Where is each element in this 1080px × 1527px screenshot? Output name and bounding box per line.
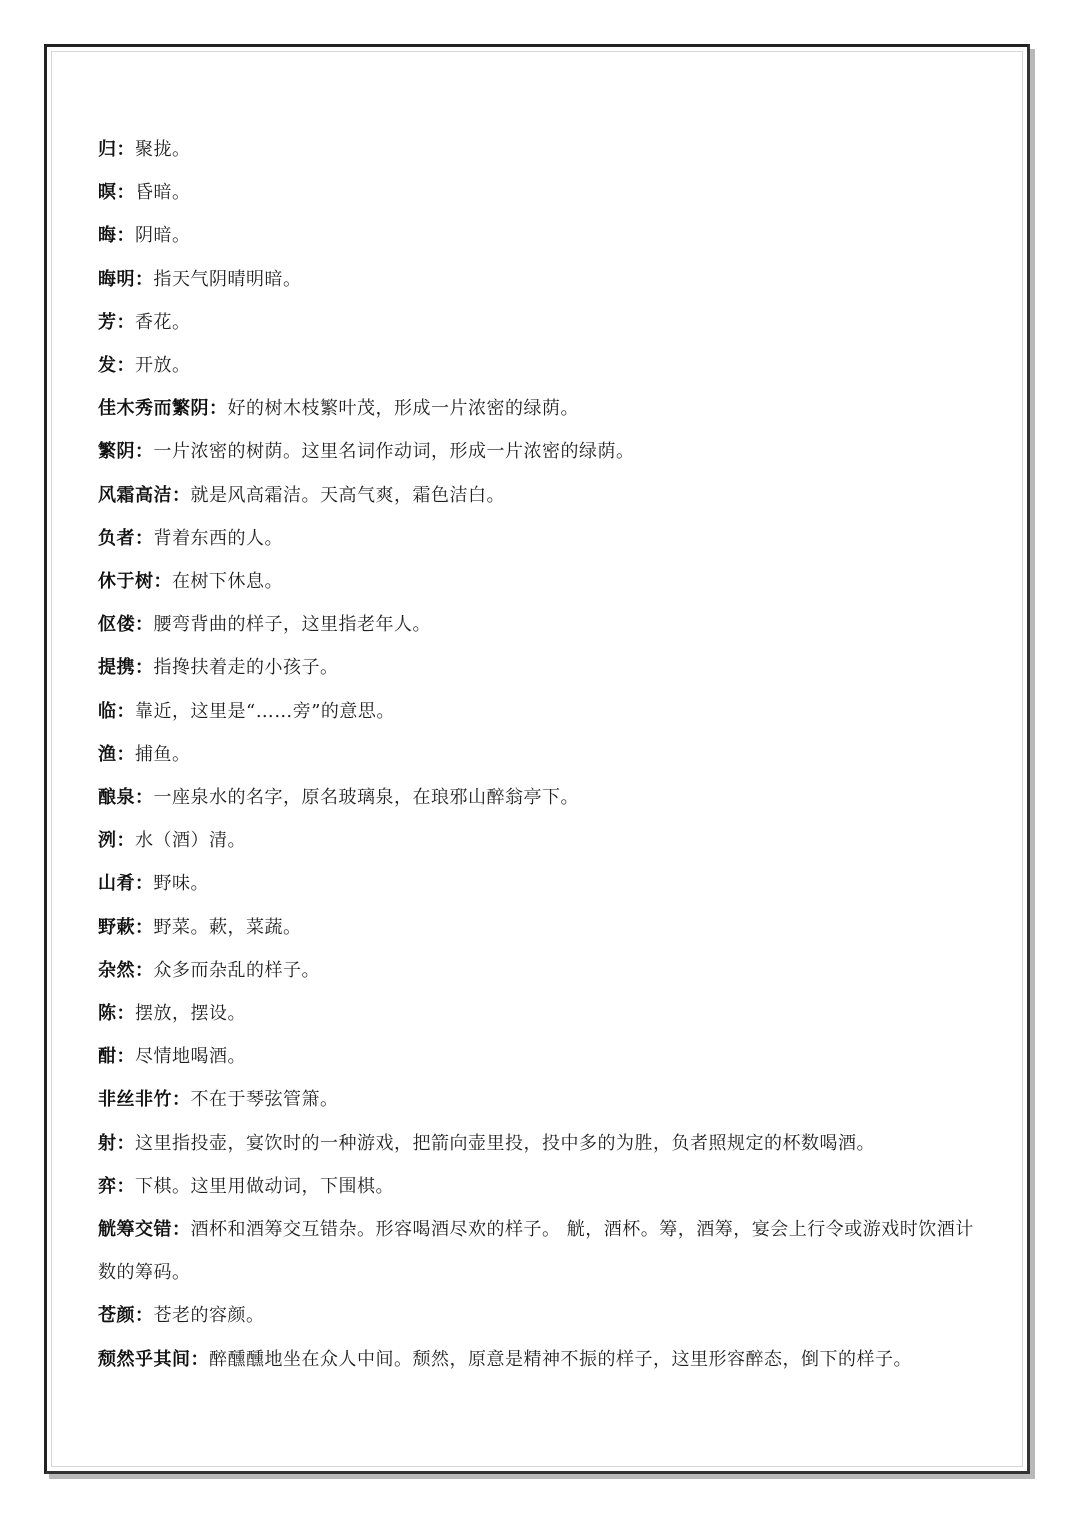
glossary-term: 酿泉： <box>98 787 154 809</box>
glossary-definition: 指天气阴晴明暗。 <box>153 268 302 290</box>
glossary-term: 繁阴： <box>98 441 154 463</box>
glossary-term: 风霜高洁： <box>98 484 191 506</box>
glossary-entry <box>98 862 988 905</box>
glossary-entry <box>98 344 988 387</box>
glossary-definition: 酒杯和酒筹交互错杂。形容喝酒尽欢的样子。 觥，酒杯。筹，酒筹，宴会上行令或游戏时饮酒计数的筹码。 <box>98 1219 974 1284</box>
glossary-term: 芳： <box>98 311 135 333</box>
glossary-entry <box>98 1165 988 1208</box>
glossary-term: 临： <box>98 700 135 722</box>
glossary-entry <box>98 906 988 949</box>
glossary-definition: 开放。 <box>135 355 191 377</box>
glossary-term: 暝： <box>98 182 135 204</box>
glossary-definition: 这里指投壶，宴饮时的一种游戏，把箭向壶里投，投中多的为胜，负者照规定的杯数喝酒。 <box>135 1132 875 1154</box>
glossary-definition: 野菜。蔌，菜蔬。 <box>153 916 302 938</box>
glossary-term: 陈： <box>98 1003 135 1025</box>
glossary-definition: 靠近，这里是“……旁”的意思。 <box>135 700 395 722</box>
glossary-term: 颓然乎其间： <box>98 1348 209 1370</box>
glossary-definition: 香花。 <box>135 311 191 333</box>
glossary-entry <box>98 474 988 517</box>
glossary-entry <box>98 258 988 301</box>
glossary-entry <box>98 690 988 733</box>
glossary-definition: 就是风高霜洁。天高气爽，霜色洁白。 <box>190 484 505 506</box>
glossary-definition: 摆放，摆设。 <box>135 1003 246 1025</box>
glossary-term: 射： <box>98 1132 135 1154</box>
glossary-term: 负者： <box>98 527 154 549</box>
glossary-definition: 尽情地喝酒。 <box>135 1046 246 1068</box>
glossary-definition: 一座泉水的名字，原名玻璃泉，在琅邪山醉翁亭下。 <box>153 787 579 809</box>
glossary-entry <box>98 1338 988 1381</box>
glossary-definition: 众多而杂乱的样子。 <box>153 959 320 981</box>
glossary-definition: 腰弯背曲的样子，这里指老年人。 <box>153 614 431 636</box>
glossary-definition: 背着东西的人。 <box>153 527 283 549</box>
glossary-entry <box>98 992 988 1035</box>
glossary-definition: 醉醺醺地坐在众人中间。颓然，原意是精神不振的样子，这里形容醉态，倒下的样子。 <box>209 1348 912 1370</box>
glossary-entry <box>98 430 988 473</box>
glossary-term: 佳木秀而繁阴： <box>98 398 228 420</box>
glossary-definition: 阴暗。 <box>135 225 191 247</box>
glossary-term: 提携： <box>98 657 154 679</box>
glossary-entry <box>98 214 988 257</box>
glossary-term: 洌： <box>98 830 135 852</box>
glossary-entry <box>98 1294 988 1337</box>
glossary-definition: 好的树木枝繁叶茂，形成一片浓密的绿荫。 <box>227 398 579 420</box>
glossary-term: 渔： <box>98 743 135 765</box>
glossary-term: 归： <box>98 139 135 160</box>
glossary-definition: 不在于琴弦管箫。 <box>190 1089 339 1111</box>
glossary-term: 苍颜： <box>98 1305 154 1327</box>
glossary-entry <box>98 1122 988 1165</box>
glossary-term: 伛偻： <box>98 614 154 636</box>
glossary-term: 杂然： <box>98 959 154 981</box>
glossary-entry <box>98 603 988 646</box>
glossary-definition: 苍老的容颜。 <box>153 1305 265 1327</box>
glossary-entry <box>98 301 988 344</box>
glossary-entry <box>98 1208 988 1294</box>
glossary-entry <box>98 733 988 776</box>
glossary-term: 酣： <box>98 1046 135 1068</box>
glossary-definition: 野味。 <box>153 873 209 895</box>
glossary-definition: 指搀扶着走的小孩子。 <box>153 657 339 679</box>
glossary-definition: 下棋。这里用做动词，下围棋。 <box>135 1175 394 1197</box>
glossary-term: 发： <box>98 355 135 377</box>
glossary-entry <box>98 819 988 862</box>
glossary-definition: 一片浓密的树荫。这里名词作动词，形成一片浓密的绿荫。 <box>153 441 635 463</box>
glossary-entry <box>98 1035 988 1078</box>
glossary-term: 晦明： <box>98 268 154 290</box>
glossary-definition: 水（酒）清。 <box>135 830 246 852</box>
glossary-list <box>98 128 988 1381</box>
glossary-term: 觥筹交错： <box>98 1219 191 1241</box>
glossary-entry <box>98 1078 988 1121</box>
glossary-term: 弈： <box>98 1175 135 1197</box>
glossary-entry <box>98 171 988 214</box>
glossary-entry <box>98 949 988 992</box>
glossary-term: 晦： <box>98 225 135 247</box>
glossary-entry <box>98 128 988 171</box>
glossary-term: 野蔌： <box>98 916 154 938</box>
glossary-term: 山肴： <box>98 873 154 895</box>
glossary-entry <box>98 517 988 560</box>
glossary-term: 非丝非竹： <box>98 1089 191 1111</box>
glossary-definition: 昏暗。 <box>135 182 191 204</box>
glossary-entry <box>98 646 988 689</box>
glossary-term: 休于树： <box>98 571 172 593</box>
glossary-definition: 聚拢。 <box>135 139 191 160</box>
glossary-entry <box>98 560 988 603</box>
glossary-entry <box>98 776 988 819</box>
glossary-definition: 在树下休息。 <box>172 571 283 593</box>
glossary-entry <box>98 387 988 430</box>
glossary-definition: 捕鱼。 <box>135 743 191 765</box>
